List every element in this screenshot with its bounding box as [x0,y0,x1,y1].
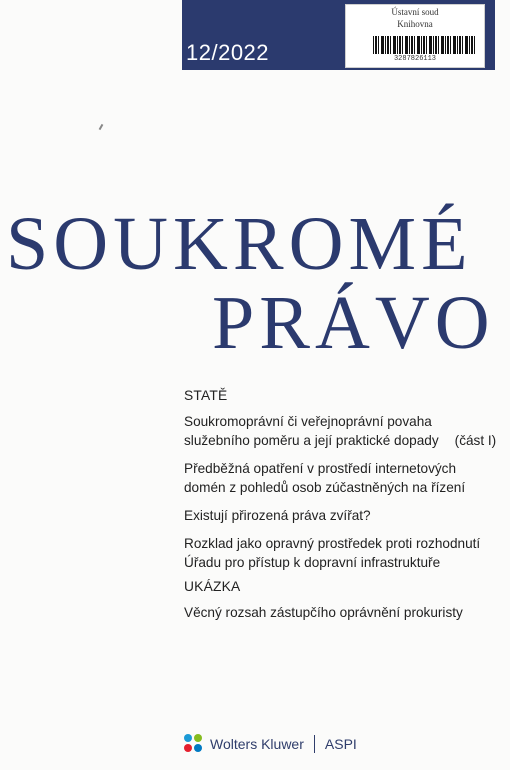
toc-entry-line: Rozklad jako opravný prostředek proti rozhodnutí [184,536,481,551]
toc-entry-line [184,431,504,450]
toc-entry-line-text: služebního poměru a její praktické dopady [184,433,439,448]
title-line-2: PRÁVO [212,281,495,365]
barcode-number: 3287826113 [393,55,436,63]
ink-mark [99,124,104,130]
section-heading-ukazka: UKÁZKA [184,579,241,594]
title-line-1: SOUKROMÉ [6,202,473,286]
toc-entry [184,412,504,450]
publisher-divider [314,735,315,753]
publisher-name: Wolters Kluwer [210,736,304,752]
wolters-kluwer-logo-icon [184,734,204,754]
toc-entry [184,534,504,572]
section-heading-state: STATĚ [184,388,228,403]
issue-number: 12/2022 [186,40,270,65]
toc-entry-line: Předběžná opatření v prostředí internetových [184,461,457,476]
toc-entry-line: Věcný rozsah zástupčího oprávnění prokuristy [184,605,463,620]
toc-entry-line: Úřadu pro přístup k dopravní infrastruktuře [184,555,441,570]
toc-entry-line: Existují přirozená práva zvířat? [184,508,371,523]
barcode [373,36,475,54]
table-of-contents [184,388,504,631]
publisher-product: ASPI [324,736,357,752]
library-label-line-2: Knihovna [397,19,433,29]
library-label-line-1: Ústavní soud [391,7,439,17]
publisher-footer [184,734,357,754]
toc-entry-line: Soukromoprávní či veřejnoprávní povaha [184,414,432,429]
library-label [345,4,485,68]
toc-entry [184,506,504,525]
toc-entry [184,459,504,497]
toc-entry [184,603,504,622]
toc-entry-line: domén z pohledů osob zúčastněných na řízení [184,480,466,495]
toc-entry-part: (část I) [454,433,497,448]
